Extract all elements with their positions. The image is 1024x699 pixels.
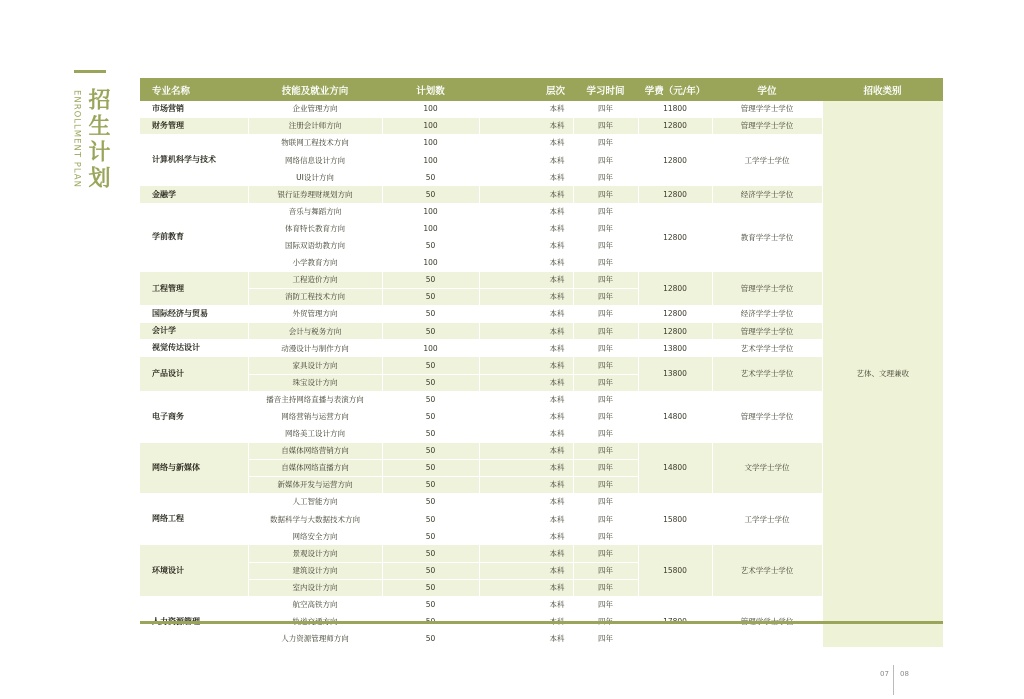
duration-cell: 四年 xyxy=(573,271,638,288)
direction-cell: 人工智能方向 xyxy=(248,494,382,511)
header-plan: 计划数 xyxy=(382,78,479,101)
plan-count-cell: 100 xyxy=(382,118,479,135)
level-cell: 本科 xyxy=(479,186,573,203)
level-cell: 本科 xyxy=(479,220,573,237)
degree-cell: 工学学士学位 xyxy=(712,494,822,545)
duration-cell: 四年 xyxy=(573,186,638,203)
fee-cell: 12800 xyxy=(638,306,712,323)
duration-cell: 四年 xyxy=(573,545,638,562)
level-cell: 本科 xyxy=(479,289,573,306)
direction-cell: 小学教育方向 xyxy=(248,254,382,271)
level-cell: 本科 xyxy=(479,408,573,425)
page-title: 招生计划 xyxy=(85,88,110,192)
major-name-cell: 工程管理 xyxy=(140,271,248,305)
fee-cell: 13800 xyxy=(638,357,712,391)
major-name-cell: 产品设计 xyxy=(140,357,248,391)
major-name-cell: 财务管理 xyxy=(140,118,248,135)
plan-count-cell: 50 xyxy=(382,186,479,203)
major-name-cell: 金融学 xyxy=(140,186,248,203)
title-accent-rule xyxy=(74,70,106,73)
level-cell: 本科 xyxy=(479,271,573,288)
level-cell: 本科 xyxy=(479,477,573,494)
level-cell: 本科 xyxy=(479,340,573,357)
major-name-cell: 市场营销 xyxy=(140,101,248,118)
duration-cell: 四年 xyxy=(573,203,638,220)
plan-count-cell: 50 xyxy=(382,459,479,476)
level-cell: 本科 xyxy=(479,169,573,186)
direction-cell: 景观设计方向 xyxy=(248,545,382,562)
level-cell: 本科 xyxy=(479,579,573,596)
category-cell: 艺体、文理兼收 xyxy=(822,101,943,648)
level-cell: 本科 xyxy=(479,118,573,135)
plan-count-cell: 50 xyxy=(382,374,479,391)
fee-cell: 13800 xyxy=(638,340,712,357)
duration-cell: 四年 xyxy=(573,357,638,374)
duration-cell: 四年 xyxy=(573,391,638,408)
plan-count-cell: 50 xyxy=(382,494,479,511)
header-level: 层次 xyxy=(479,78,573,101)
duration-cell: 四年 xyxy=(573,323,638,340)
duration-cell: 四年 xyxy=(573,135,638,152)
enrollment-table xyxy=(140,78,943,648)
header-category: 招收类别 xyxy=(822,78,943,101)
direction-cell: 企业管理方向 xyxy=(248,101,382,118)
plan-count-cell: 50 xyxy=(382,579,479,596)
direction-cell: 人力资源管理师方向 xyxy=(248,630,382,647)
plan-count-cell: 100 xyxy=(382,220,479,237)
duration-cell: 四年 xyxy=(573,306,638,323)
header-major: 专业名称 xyxy=(140,78,248,101)
plan-count-cell: 50 xyxy=(382,323,479,340)
direction-cell: 网络营销与运营方向 xyxy=(248,408,382,425)
duration-cell: 四年 xyxy=(573,494,638,511)
direction-cell: 注册会计师方向 xyxy=(248,118,382,135)
level-cell: 本科 xyxy=(479,391,573,408)
duration-cell: 四年 xyxy=(573,101,638,118)
degree-cell: 教育学学士学位 xyxy=(712,203,822,271)
direction-cell: 新媒体开发与运营方向 xyxy=(248,477,382,494)
level-cell: 本科 xyxy=(479,357,573,374)
direction-cell: 会计与税务方向 xyxy=(248,323,382,340)
fee-cell: 12800 xyxy=(638,271,712,305)
level-cell: 本科 xyxy=(479,442,573,459)
direction-cell: 外贸管理方向 xyxy=(248,306,382,323)
header-fee: 学费（元/年） xyxy=(638,78,712,101)
plan-count-cell: 50 xyxy=(382,306,479,323)
duration-cell: 四年 xyxy=(573,169,638,186)
direction-cell: 自媒体网络营销方向 xyxy=(248,442,382,459)
duration-cell: 四年 xyxy=(573,340,638,357)
plan-count-cell: 100 xyxy=(382,101,479,118)
plan-count-cell: 50 xyxy=(382,511,479,528)
fee-cell: 11800 xyxy=(638,101,712,118)
plan-count-cell: 50 xyxy=(382,391,479,408)
level-cell: 本科 xyxy=(479,459,573,476)
fee-cell: 14800 xyxy=(638,442,712,493)
degree-cell: 管理学学士学位 xyxy=(712,323,822,340)
degree-cell: 管理学学士学位 xyxy=(712,271,822,305)
degree-cell: 艺术学学士学位 xyxy=(712,340,822,357)
direction-cell: UI设计方向 xyxy=(248,169,382,186)
plan-count-cell: 50 xyxy=(382,442,479,459)
level-cell: 本科 xyxy=(479,101,573,118)
direction-cell: 室内设计方向 xyxy=(248,579,382,596)
plan-count-cell: 100 xyxy=(382,135,479,152)
level-cell: 本科 xyxy=(479,323,573,340)
fee-cell: 12800 xyxy=(638,186,712,203)
major-name-cell: 视觉传达设计 xyxy=(140,340,248,357)
duration-cell: 四年 xyxy=(573,152,638,169)
major-name-cell: 电子商务 xyxy=(140,391,248,442)
direction-cell: 动漫设计与制作方向 xyxy=(248,340,382,357)
degree-cell: 工学学士学位 xyxy=(712,135,822,186)
plan-count-cell: 50 xyxy=(382,357,479,374)
table-header-row xyxy=(140,78,943,101)
degree-cell: 艺术学学士学位 xyxy=(712,545,822,596)
direction-cell: 家具设计方向 xyxy=(248,357,382,374)
major-name-cell: 环境设计 xyxy=(140,545,248,596)
direction-cell: 工程造价方向 xyxy=(248,271,382,288)
direction-cell: 消防工程技术方向 xyxy=(248,289,382,306)
duration-cell: 四年 xyxy=(573,220,638,237)
plan-count-cell: 50 xyxy=(382,271,479,288)
level-cell: 本科 xyxy=(479,528,573,545)
major-name-cell: 学前教育 xyxy=(140,203,248,271)
level-cell: 本科 xyxy=(479,425,573,442)
level-cell: 本科 xyxy=(479,545,573,562)
direction-cell: 自媒体网络直播方向 xyxy=(248,459,382,476)
duration-cell: 四年 xyxy=(573,562,638,579)
table-body xyxy=(140,101,943,648)
plan-count-cell: 50 xyxy=(382,237,479,254)
major-name-cell: 会计学 xyxy=(140,323,248,340)
plan-count-cell: 50 xyxy=(382,408,479,425)
duration-cell: 四年 xyxy=(573,374,638,391)
duration-cell: 四年 xyxy=(573,579,638,596)
major-name-cell: 计算机科学与技术 xyxy=(140,135,248,186)
level-cell: 本科 xyxy=(479,152,573,169)
plan-count-cell: 50 xyxy=(382,562,479,579)
fee-cell: 12800 xyxy=(638,135,712,186)
page-number-left: 07 xyxy=(880,670,889,678)
fee-cell: 15800 xyxy=(638,545,712,596)
level-cell: 本科 xyxy=(479,596,573,613)
duration-cell: 四年 xyxy=(573,289,638,306)
degree-cell: 管理学学士学位 xyxy=(712,118,822,135)
level-cell: 本科 xyxy=(479,494,573,511)
fee-cell: 15800 xyxy=(638,494,712,545)
plan-count-cell: 100 xyxy=(382,203,479,220)
direction-cell: 航空高铁方向 xyxy=(248,596,382,613)
page-title-english: ENROLLMENT PLAN xyxy=(71,90,82,188)
fee-cell: 14800 xyxy=(638,391,712,442)
plan-count-cell: 50 xyxy=(382,596,479,613)
degree-cell: 管理学学士学位 xyxy=(712,391,822,442)
level-cell: 本科 xyxy=(479,511,573,528)
level-cell: 本科 xyxy=(479,306,573,323)
duration-cell: 四年 xyxy=(573,459,638,476)
degree-cell: 管理学学士学位 xyxy=(712,101,822,118)
plan-count-cell: 100 xyxy=(382,340,479,357)
plan-count-cell: 50 xyxy=(382,630,479,647)
direction-cell: 物联网工程技术方向 xyxy=(248,135,382,152)
direction-cell: 体育特长教育方向 xyxy=(248,220,382,237)
major-name-cell: 网络工程 xyxy=(140,494,248,545)
duration-cell: 四年 xyxy=(573,596,638,613)
direction-cell: 银行证券理财规划方向 xyxy=(248,186,382,203)
duration-cell: 四年 xyxy=(573,118,638,135)
direction-cell: 国际双语幼教方向 xyxy=(248,237,382,254)
direction-cell: 网络信息设计方向 xyxy=(248,152,382,169)
level-cell: 本科 xyxy=(479,237,573,254)
duration-cell: 四年 xyxy=(573,442,638,459)
direction-cell: 网络安全方向 xyxy=(248,528,382,545)
duration-cell: 四年 xyxy=(573,254,638,271)
direction-cell: 播音主持网络直播与表演方向 xyxy=(248,391,382,408)
duration-cell: 四年 xyxy=(573,237,638,254)
header-duration: 学习时间 xyxy=(573,78,638,101)
duration-cell: 四年 xyxy=(573,425,638,442)
major-name-cell: 国际经济与贸易 xyxy=(140,306,248,323)
degree-cell: 文学学士学位 xyxy=(712,442,822,493)
plan-count-cell: 50 xyxy=(382,289,479,306)
page-number-separator xyxy=(893,665,894,695)
plan-count-cell: 50 xyxy=(382,528,479,545)
level-cell: 本科 xyxy=(479,374,573,391)
plan-count-cell: 50 xyxy=(382,477,479,494)
duration-cell: 四年 xyxy=(573,630,638,647)
level-cell: 本科 xyxy=(479,254,573,271)
fee-cell: 12800 xyxy=(638,118,712,135)
degree-cell: 经济学学士学位 xyxy=(712,306,822,323)
level-cell: 本科 xyxy=(479,203,573,220)
degree-cell: 艺术学学士学位 xyxy=(712,357,822,391)
level-cell: 本科 xyxy=(479,562,573,579)
header-degree: 学位 xyxy=(712,78,822,101)
direction-cell: 建筑设计方向 xyxy=(248,562,382,579)
fee-cell: 12800 xyxy=(638,323,712,340)
duration-cell: 四年 xyxy=(573,477,638,494)
duration-cell: 四年 xyxy=(573,511,638,528)
duration-cell: 四年 xyxy=(573,408,638,425)
duration-cell: 四年 xyxy=(573,528,638,545)
direction-cell: 珠宝设计方向 xyxy=(248,374,382,391)
plan-count-cell: 50 xyxy=(382,169,479,186)
table-bottom-band xyxy=(140,621,943,624)
page-number-right: 08 xyxy=(900,670,909,678)
level-cell: 本科 xyxy=(479,135,573,152)
plan-count-cell: 50 xyxy=(382,545,479,562)
level-cell: 本科 xyxy=(479,630,573,647)
plan-count-cell: 50 xyxy=(382,425,479,442)
plan-count-cell: 100 xyxy=(382,152,479,169)
degree-cell: 经济学学士学位 xyxy=(712,186,822,203)
table-row xyxy=(140,101,943,118)
major-name-cell: 网络与新媒体 xyxy=(140,442,248,493)
direction-cell: 网络美工设计方向 xyxy=(248,425,382,442)
plan-count-cell: 100 xyxy=(382,254,479,271)
direction-cell: 数据科学与大数据技术方向 xyxy=(248,511,382,528)
direction-cell: 音乐与舞蹈方向 xyxy=(248,203,382,220)
header-direction: 技能及就业方向 xyxy=(248,78,382,101)
fee-cell: 12800 xyxy=(638,203,712,271)
